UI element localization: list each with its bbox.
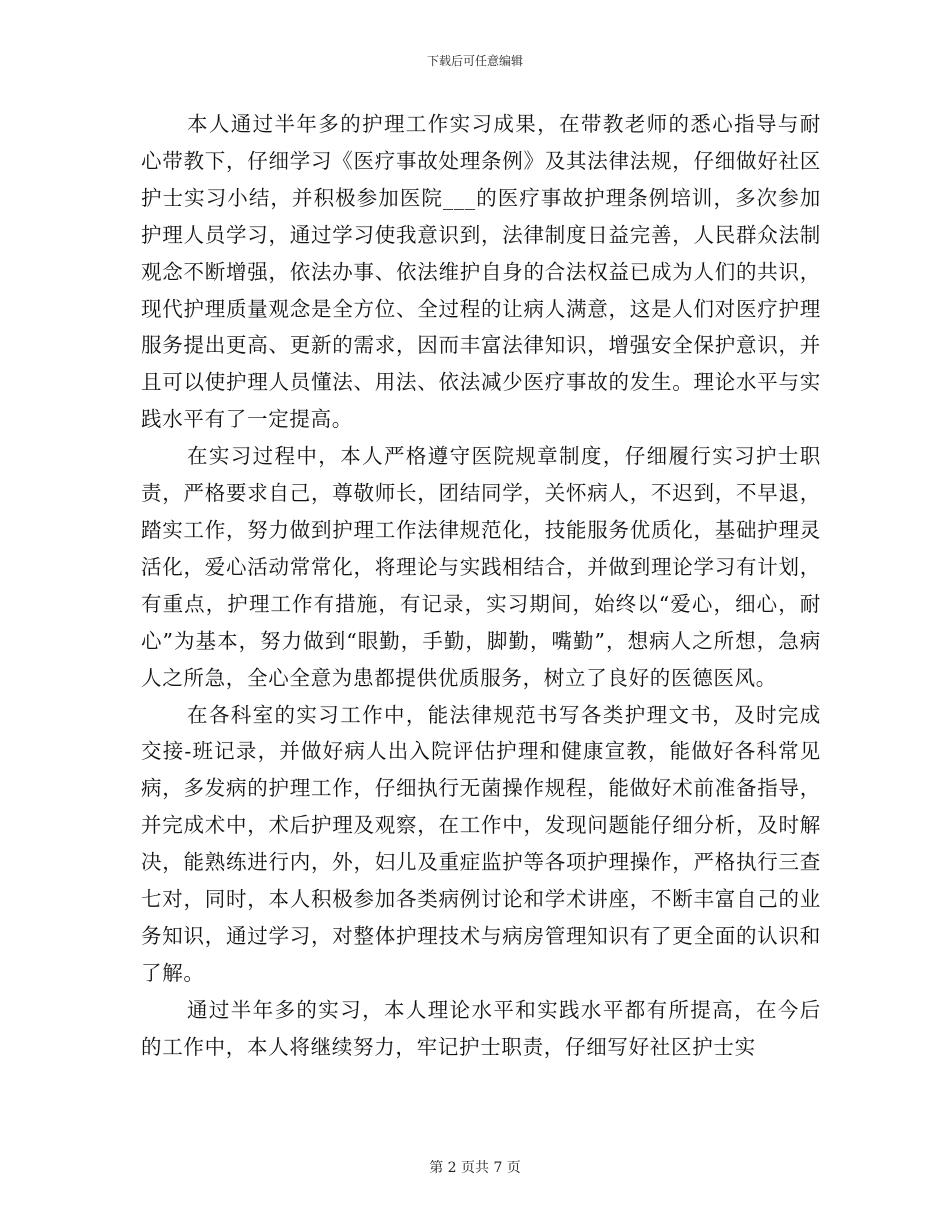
page-footer: 第 2 页共 7 页: [429, 1160, 521, 1176]
page-header: 下载后可任意编辑: [426, 54, 523, 68]
paragraph-2: 在实习过程中，本人严格遵守医院规章制度，仔细履行实习护士职责，严格要求自己，尊敬师长，团结同学，关怀病人，不迟到，不早退，踏实工作，努力做到护理工作法律规范化，技能服务优质化，基础护理灵活化，爱心活动常常化，将理论与实践相结合，并做到理论学习有计划，有重点，护理工作有措施，有记录，实习期间，始终以“爱心，细心，耐心”为基本，努力做到“眼勤，手勤，脚勤，嘴勤”，想病人之所想，急病人之所急，全心全意为患都提供优质服务，树立了良好的医德医风。: [141, 444, 821, 690]
document-body: [141, 106, 821, 1066]
paragraph-4: 通过半年多的实习，本人理论水平和实践水平都有所提高，在今后的工作中，本人将继续努力，牢记护士职责，仔细写好社区护士实: [141, 997, 821, 1059]
paragraph-3: 在各科室的实习工作中，能法律规范书写各类护理文书，及时完成交接-班记录，并做好病人出入院评估护理和健康宣教，能做好各科常见病，多发病的护理工作，仔细执行无菌操作规程，能做好术前准备指导，并完成术中，术后护理及观察，在工作中，发现问题能仔细分析，及时解决，能熟练进行内，外，妇儿及重症监护等各项护理操作，严格执行三查七对，同时，本人积极参加各类病例讨论和学术讲座，不断丰富自己的业务知识，通过学习，对整体护理技术与病房管理知识有了更全面的认识和了解。: [141, 702, 821, 985]
paragraph-1: 本人通过半年多的护理工作实习成果，在带教老师的悉心指导与耐心带教下，仔细学习《医疗事故处理条例》及其法律法规，仔细做好社区护士实习小结，并积极参加医院___的医疗事故护理条例培训，多次参加护理人员学习，通过学习使我意识到，法律制度日益完善，人民群众法制观念不断增强，依法办事、依法维护自身的合法权益已成为人们的共识，现代护理质量观念是全方位、全过程的让病人满意，这是人们对医疗护理服务提出更高、更新的需求，因而丰富法律知识，增强安全保护意识，并且可以使护理人员懂法、用法、依法减少医疗事故的发生。理论水平与实践水平有了一定提高。: [141, 112, 821, 432]
